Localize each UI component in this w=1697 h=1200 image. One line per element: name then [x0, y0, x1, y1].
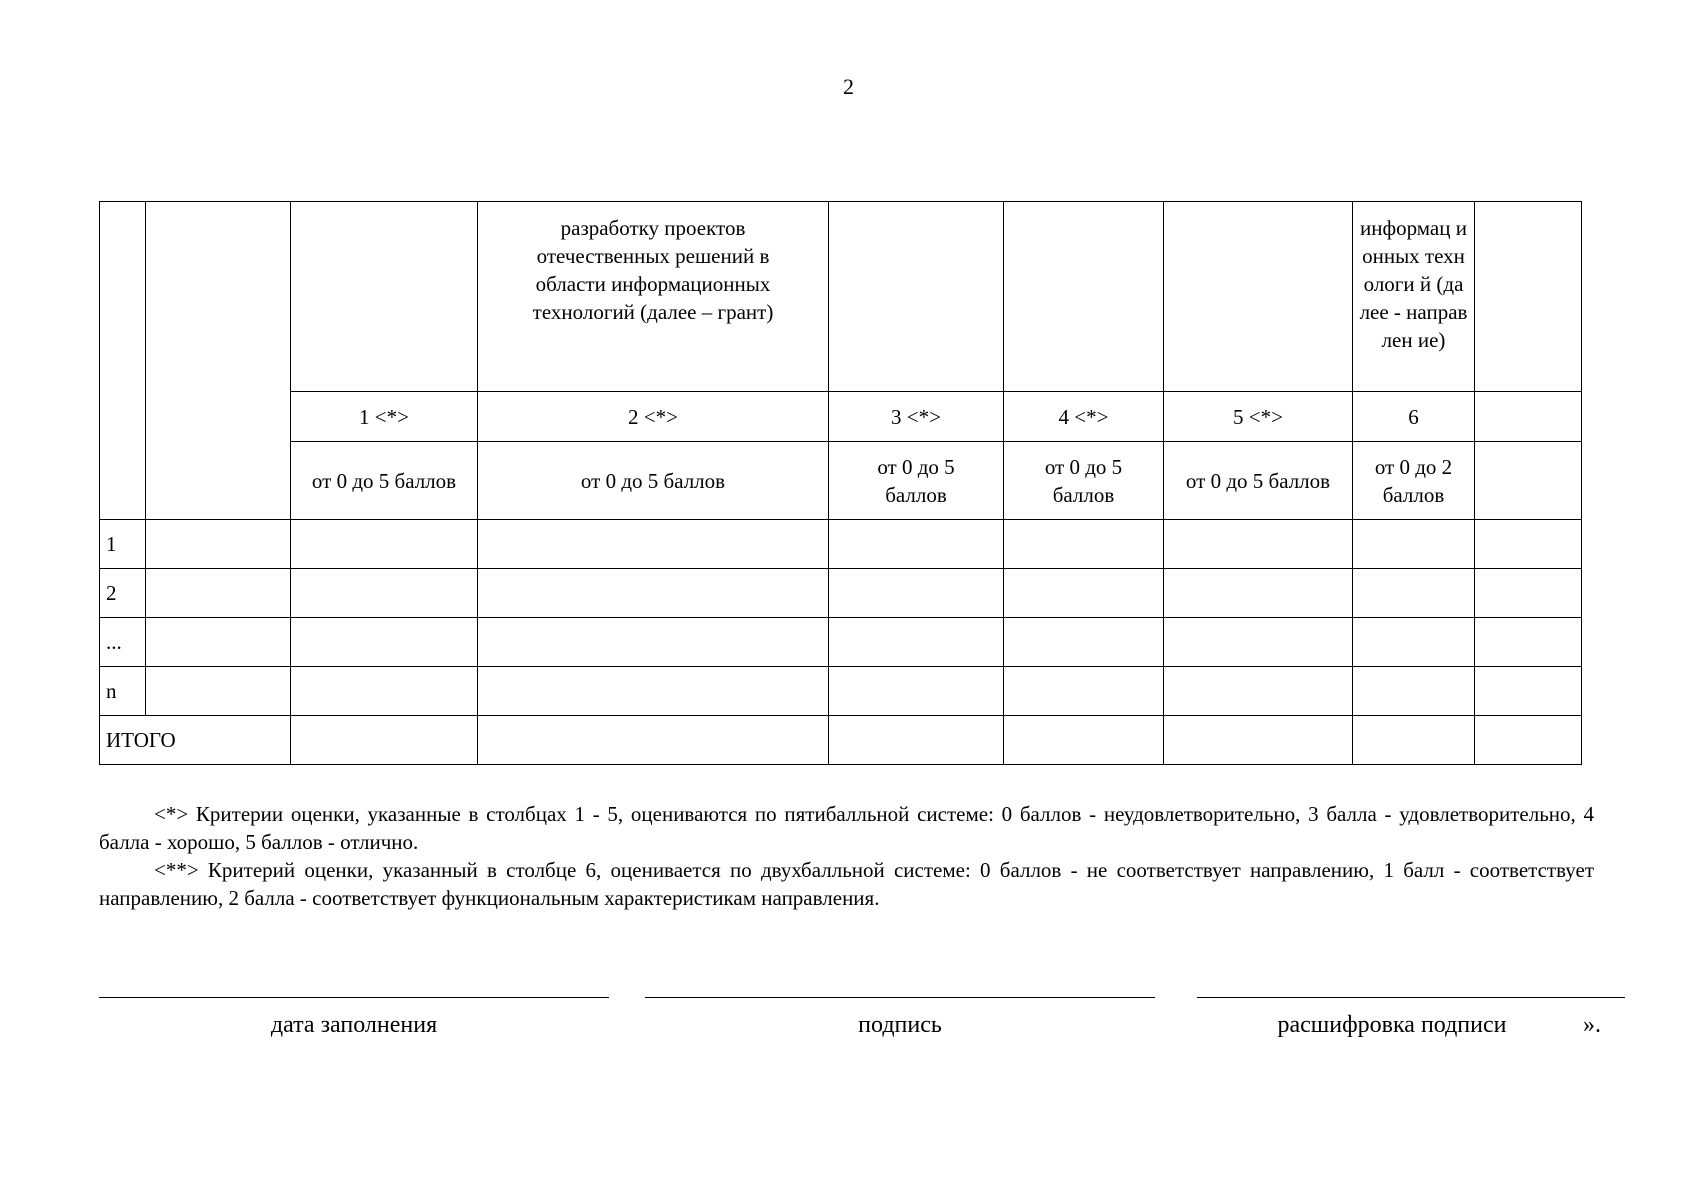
- decode-label: расшифровка подписи: [1277, 1012, 1507, 1038]
- total-row: [100, 716, 1582, 765]
- score-range-empty: [1475, 442, 1582, 520]
- footnote-2: <**> Критерий оценки, указанный в столбце 6, оценивается по двухбалльной системе: 0 баллов - не соответствует направлению, 1 балл - соответствует направлению, 2 балла - соответствует функциональным характеристикам направления.: [99, 858, 1594, 910]
- header-cell-col5: [1164, 202, 1353, 392]
- score-range: от 0 до 5 баллов: [478, 442, 829, 520]
- evaluation-table: [99, 201, 1582, 765]
- column-number: 6: [1353, 392, 1475, 442]
- header-cell-col1: [291, 202, 478, 392]
- table-row: [100, 667, 1582, 716]
- column-number: 4 <*>: [1004, 392, 1164, 442]
- column-number: 3 <*>: [829, 392, 1004, 442]
- column-number-empty: [1475, 392, 1582, 442]
- decode-line: [1197, 997, 1625, 998]
- row-label: n: [100, 667, 146, 716]
- score-range: от 0 до 5 баллов: [1004, 442, 1164, 520]
- row-label: 2: [100, 569, 146, 618]
- header-cell-col7: [1475, 202, 1582, 392]
- date-label: дата заполнения: [270, 1012, 438, 1038]
- table-row: [100, 569, 1582, 618]
- date-line: [99, 997, 609, 998]
- score-range-row: [100, 442, 1582, 520]
- column-number: 2 <*>: [478, 392, 829, 442]
- row-label: ...: [100, 618, 146, 667]
- header-col2-text: разработку проектов отечественных решений в области информационных технологий (далее – грант): [532, 216, 774, 324]
- table-row: [100, 520, 1582, 569]
- score-range: от 0 до 2 баллов: [1353, 442, 1475, 520]
- header-cell-col2: [478, 202, 829, 392]
- footnotes: [99, 800, 1594, 912]
- header-cell-name: [146, 202, 291, 520]
- header-cell-number: [100, 202, 146, 520]
- table-header-row: [100, 202, 1582, 392]
- signature-label: подпись: [858, 1012, 942, 1038]
- header-col6-text: информац ионных технологи й (далее - направлен ие): [1359, 216, 1468, 352]
- column-number: 5 <*>: [1164, 392, 1353, 442]
- signature-line: [645, 997, 1155, 998]
- row-label: 1: [100, 520, 146, 569]
- column-numbers-row: [100, 392, 1582, 442]
- total-label: ИТОГО: [100, 716, 291, 765]
- column-number: 1 <*>: [291, 392, 478, 442]
- table-row: [100, 618, 1582, 667]
- score-range: от 0 до 5 баллов: [829, 442, 1004, 520]
- header-cell-col3: [829, 202, 1004, 392]
- score-range: от 0 до 5 баллов: [1164, 442, 1353, 520]
- closing-quote: ».: [1583, 1012, 1601, 1038]
- score-range: от 0 до 5 баллов: [291, 442, 478, 520]
- footnote-1: <*> Критерии оценки, указанные в столбцах 1 - 5, оцениваются по пятибалльной системе: 0 баллов - неудовлетворительно, 3 балла - удовлетворительно, 4 балла - хорошо, 5 баллов - отлично.: [99, 802, 1594, 854]
- header-cell-col6: [1353, 202, 1475, 392]
- page-number: 2: [843, 74, 854, 99]
- header-cell-col4: [1004, 202, 1164, 392]
